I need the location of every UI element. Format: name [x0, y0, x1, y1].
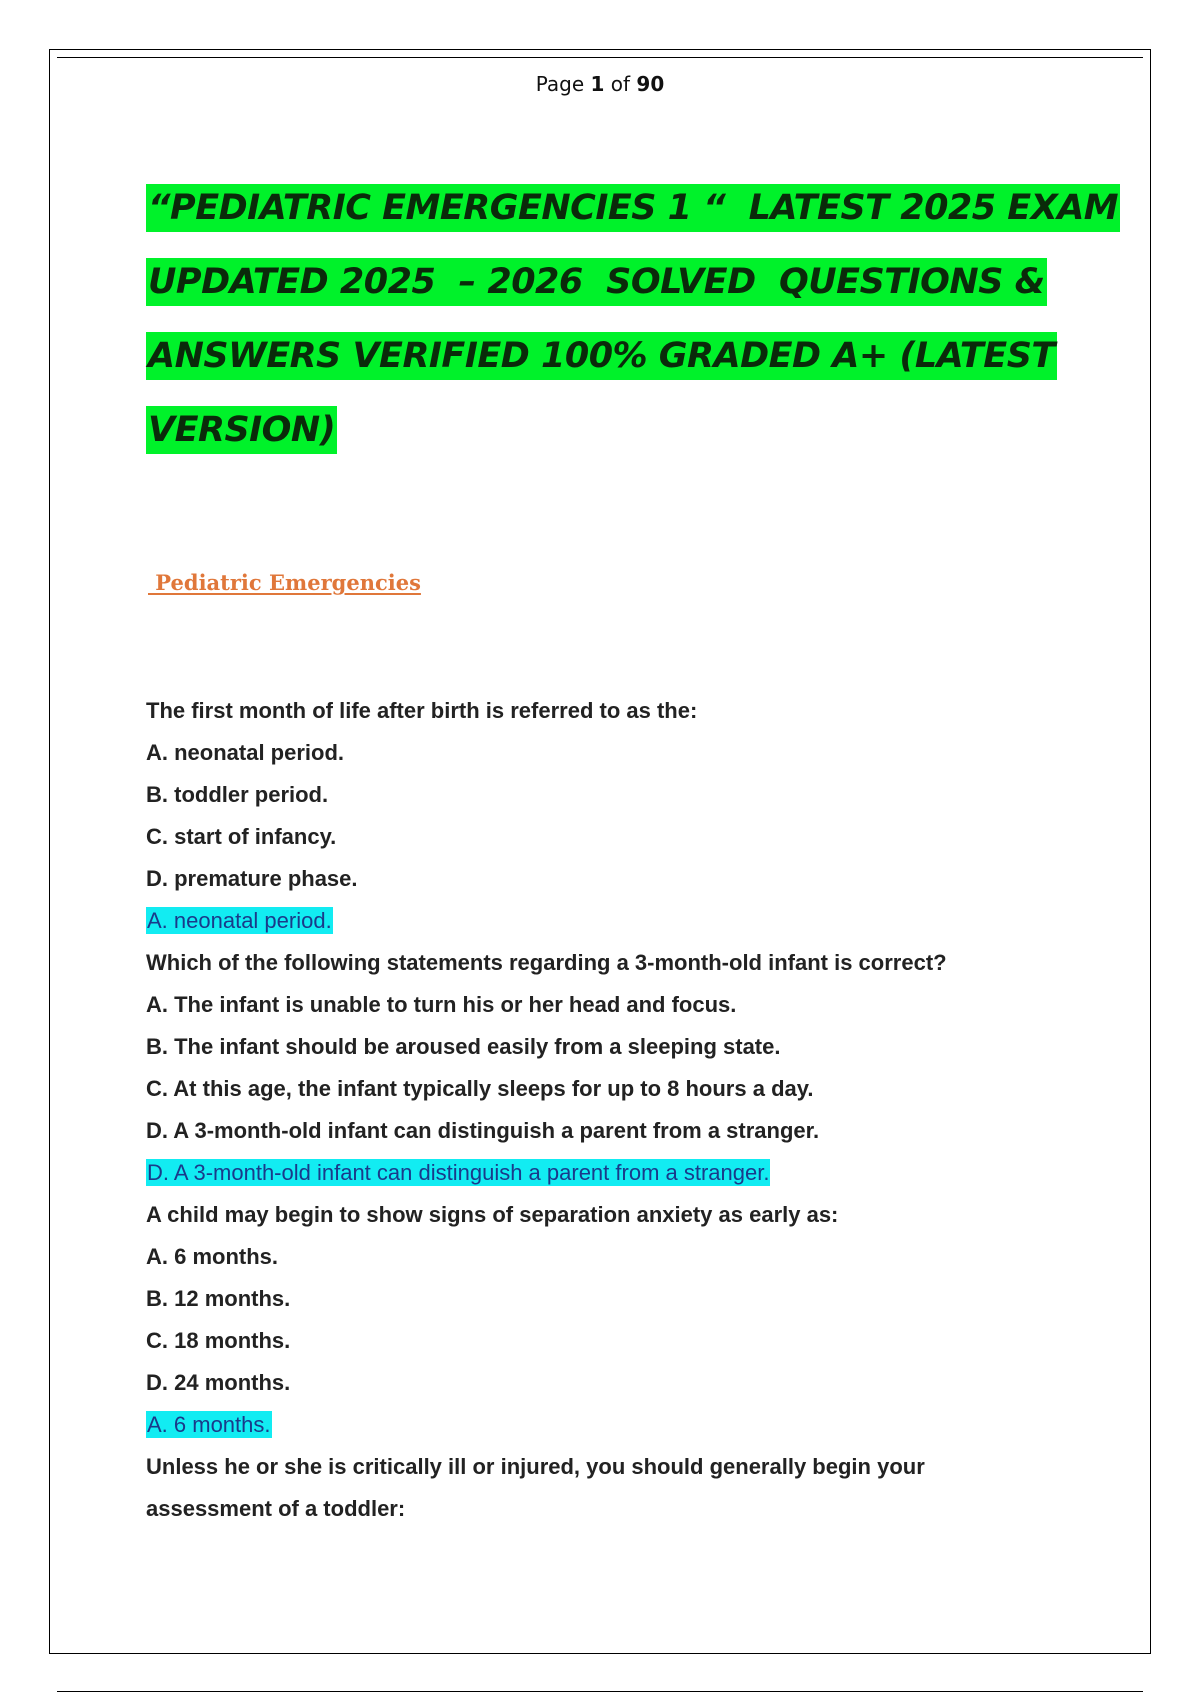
question-text: Unless he or she is critically ill or injured, you should generally begin your [146, 1454, 925, 1479]
page-number [0, 72, 1200, 96]
answer-option: A. The infant is unable to turn his or her head and focus. [146, 992, 737, 1017]
question-text: Which of the following statements regarding a 3-month-old infant is correct? [146, 950, 947, 975]
answer-option: A. neonatal period. [146, 740, 345, 765]
correct-answer: A. neonatal period. [147, 908, 332, 933]
answer-option: B. The infant should be aroused easily from a sleeping state. [146, 1034, 781, 1059]
section-heading: Pediatric Emergencies [148, 570, 421, 595]
answer-option: D. 24 months. [146, 1370, 291, 1395]
correct-answer: A. 6 months. [147, 1412, 271, 1437]
document-title [146, 178, 1119, 474]
bottom-rule [57, 1691, 1143, 1692]
answer-option: B. 12 months. [146, 1286, 291, 1311]
answer-option: C. start of infancy. [146, 824, 337, 849]
answer-option: C. 18 months. [146, 1328, 291, 1353]
answer-option: B. toddler period. [146, 782, 329, 807]
title-line: VERSION) [146, 400, 1106, 474]
top-rule [57, 57, 1143, 58]
page-label: Page [535, 72, 585, 96]
title-line: ANSWERS VERIFIED 100% GRADED A+ (LATEST [146, 326, 1106, 400]
answer-option: C. At this age, the infant typically sleeps for up to 8 hours a day. [146, 1076, 814, 1101]
answer-option: D. A 3-month-old infant can distinguish a parent from a stranger. [146, 1118, 820, 1143]
answer-option: D. premature phase. [146, 866, 358, 891]
of-label: of [610, 72, 631, 96]
question-text: assessment of a toddler: [146, 1496, 406, 1521]
title-line: “PEDIATRIC EMERGENCIES 1 “ LATEST 2025 EXAM [146, 178, 1106, 252]
correct-answer: D. A 3-month-old infant can distinguish a parent from a stranger. [147, 1160, 770, 1185]
current-page: 1 [590, 72, 605, 96]
title-line: UPDATED 2025 – 2026 SOLVED QUESTIONS & [146, 252, 1106, 326]
question-text: A child may begin to show signs of separation anxiety as early as: [146, 1202, 839, 1227]
question-list [146, 690, 1096, 1530]
total-pages: 90 [636, 72, 665, 96]
question-text: The first month of life after birth is referred to as the: [146, 698, 698, 723]
answer-option: A. 6 months. [146, 1244, 279, 1269]
